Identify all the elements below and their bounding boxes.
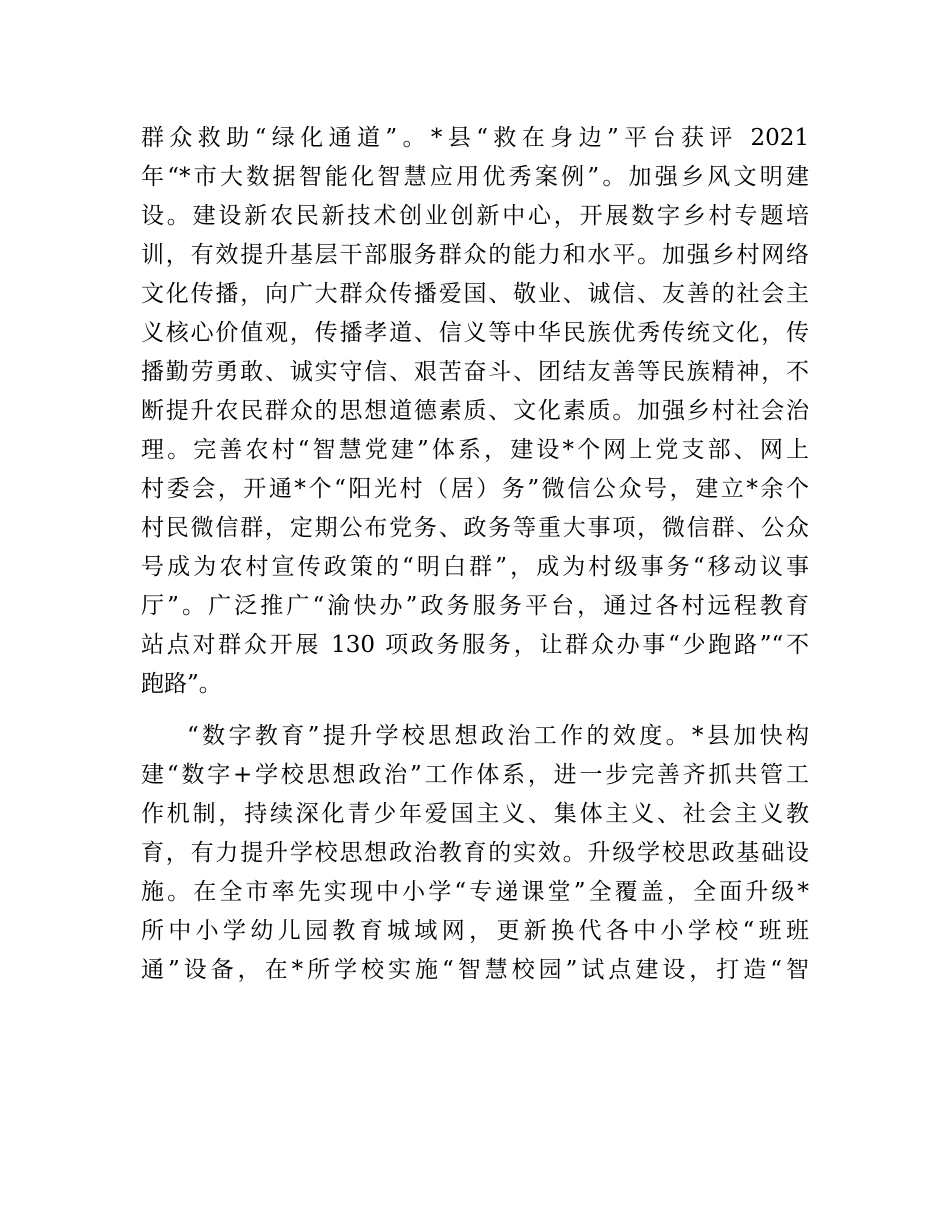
text-line: 理。完善农村“智慧党建”体系，建设*个网上党支部、网上 bbox=[141, 437, 809, 463]
text-line: 跑路”。 bbox=[141, 671, 222, 697]
text-line: “数字教育”提升学校思想政治工作的效度。*县加快构 bbox=[187, 723, 809, 749]
text-line: 作机制，持续深化青少年爱国主义、集体主义、社会主义教 bbox=[141, 801, 809, 827]
text-line: 施。在全市率先实现中小学“专递课堂”全覆盖，全面升级* bbox=[141, 879, 809, 905]
text-line: 播勤劳勇敢、诚实守信、艰苦奋斗、团结友善等民族精神，不 bbox=[141, 359, 809, 385]
text-line: 建“数字+学校思想政治”工作体系，进一步完善齐抓共管工 bbox=[141, 762, 809, 788]
text-line: 厅”。广泛推广“渝快办”政务服务平台，通过各村远程教育 bbox=[141, 593, 809, 619]
text-line: 育，有力提升学校思想政治教育的实效。升级学校思政基础设 bbox=[141, 840, 809, 866]
text-line: 文化传播，向广大群众传播爱国、敬业、诚信、友善的社会主 bbox=[141, 281, 809, 307]
text-line: 训，有效提升基层干部服务群众的能力和水平。加强乡村网络 bbox=[141, 242, 809, 268]
text-line: 所中小学幼儿园教育城域网，更新换代各中小学校“班班 bbox=[141, 918, 809, 944]
text-line: 年“*市大数据智能化智慧应用优秀案例”。加强乡风文明建 bbox=[141, 164, 809, 190]
text-line: 村委会，开通*个“阳光村（居）务”微信公众号，建立*余个 bbox=[141, 476, 809, 502]
text-line: 村民微信群，定期公布党务、政务等重大事项，微信群、公众 bbox=[141, 515, 809, 541]
text-line: 设。建设新农民新技术创业创新中心，开展数字乡村专题培 bbox=[141, 203, 809, 229]
text-line: 站点对群众开展 130 项政务服务，让群众办事“少跑路”“不 bbox=[141, 632, 809, 658]
text-line: 义核心价值观，传播孝道、信义等中华民族优秀传统文化，传 bbox=[141, 320, 809, 346]
text-line: 通”设备，在*所学校实施“智慧校园”试点建设，打造“智 bbox=[141, 957, 809, 983]
text-line: 断提升农民群众的思想道德素质、文化素质。加强乡村社会治 bbox=[141, 398, 809, 424]
text-line: 群众救助“绿化通道”。*县“救在身边”平台获评 2021 bbox=[141, 125, 809, 151]
text-line: 号成为农村宣传政策的“明白群”，成为村级事务“移动议事 bbox=[141, 554, 809, 580]
